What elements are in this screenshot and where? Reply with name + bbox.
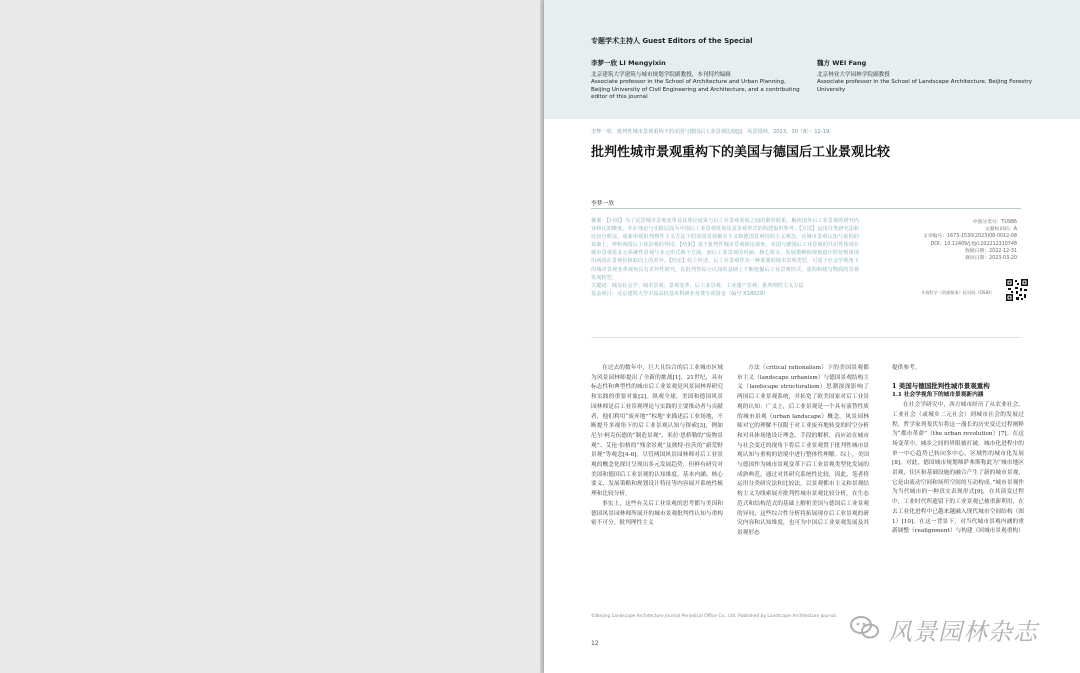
guest-editors-label: 专题学术主持人 Guest Editors of the Special [591,37,753,45]
editor-1-affiliation-cn: 北京建筑大学建筑与城市规划学院副教授，本刊特约编辑 [591,72,731,79]
paragraph: 在社会学研究中，西方城市经历了从农业社会、工业社会（或城乡二元社会）到城市社会的发展过程，哲学家列斐伏尔将这一漫长的历史变迁过程阐释为“都市革命”（the urban revolution）[7]。在这场变革中，城乡之间的界限被打破，城市化进程中的单一中心趋势已转向多中心、区域性的城市化发展[8]。对此，德国城市规划师萨弗斯称此为“城市地区景观，住区和基础设施的融合产生了新的城市景观，它是由流动空间和场所空间的互动构成。”城市景观作为当代城市的一种真实表现形式[9]，在其演变过程中，工业时代所遗留下的工业景观已被重新利用，在去工业化进程中已越来越融入现代城市空间结构（图1）[10]。在这一背景下，对当代城市景观内涵的重新调整（realignment）与构建（回城市景观重构） [892,402,1024,535]
body-column-1 [591,364,723,529]
paragraph: 方法（critical rationalism）下的美国景观都市主义（landscape urbanism）与德国景观结构主义（landscape structuralism）思潮深深影响了两国后工业景观系统，并拓宽了欧美国家对后工业景观的认知：广义上，后工业景观是一个具有演替性质的城市景观（urban landscape）概念。风景园林师对它的理解不仅限于对工业废弃地转变的时空分析和对具体场地设计理念、手段的解析，而应站在城市与社会变迁的视角下将后工业景观置于批判性城市景观认知与重构的语境中进行整体性理解。综上，美国与德国作为城市景观变革下后工业景观类型化发展的成熟典范，通过对其研究系统性比较，因此，笔者将运用分类研究法和比较法，以景观都市主义和景观结构主义为线索展开批判性城市景观比较分析，在生态范式和结构范式的基础上解析美国与德国后工业景观的异同，这些综合性分析将拓展现存后工业景观的研究内容和认知维度，也可为中国后工业景观发展及其景观形态 [737,365,869,536]
wechat-watermark [850,612,1038,647]
guest-editor-2 [817,60,1037,94]
meta-article-no: 文章编号：1673-1530(2023)08-0012-08 [923,234,1017,240]
journal-page [544,0,1080,673]
editor-2-affiliation-en: Associate professor in the School of Landscape Architecture, Beijing Forestry University [817,79,1033,93]
editor-1-affiliation-en: Associate professor in the School of Architecture and Urban Planning, Beijing University of Civil Engineering and Architecture, and a contributing editor of this journal [591,79,800,100]
keywords: 关键词：城市社会学；城市景观；景观变革；后工业景观；工业遗产景观；批判理性主义方法 [591,282,804,289]
article-title: 批判性城市景观重构下的美国与德国后工业景观比较 [591,145,891,160]
wechat-logo-icon [850,615,880,645]
divider [591,208,1021,209]
osid-label: 开放科学（资源服务）标识码（OSID） [921,290,995,295]
fund-info: 基金项目：北京建筑大学市属高校基本科研业务费专项资金（编号 X18029） [591,290,769,297]
editor-2-name: 魏方 WEI Fang [817,59,867,67]
abstract-text: 摘要：【目的】为了反思城市景观变革及其理论成果与后工业景观发展之间的紧密联系，解读国外后工业景观的研究内容和认知维度，并在理论与实践层面为中国后工业景观发展及其景观形式的构建提供参考。【方法】运用分类研究法和比较分析法，重新审视批判理性主义方法下的美国景观都市主义和德国景观结构主义观念，在城市景观认知与重构的基础上，辨析两国后工业景观的异同。【结果】基于批判性城市景观理论视角，美国与德国后工业景观的共识性体现在城市景观是多元系统性景观与多元形式两个方面，而后工业景观的内涵、核心要义、发展策略和规划设计特征则体现出两国在景观价值取向上的差异。【结论】综上所述，后工业景观作为一种重要的城市景观类型，可基于社会学视角下的城市景观变革视角具有差异性研究，在批判性综合认知的基础上不断挖掘后工业景观形式，重构和续写物质的景观发展转型。 [591,218,859,281]
subsection-heading: 1.1 社会学视角下的城市景观新内涵 [892,392,984,399]
paragraph: 提供参考。 [892,365,921,371]
abstract-block [591,217,859,298]
meta-clc: 中图分类号：TU986 [972,220,1017,225]
article-author: 李梦一欣 [591,201,615,207]
article-citation: 李梦一欣．批判性城市景观重构下的美国与德国后工业景观比较[J]．风景园林，2023，30（8）：12-19. [591,129,831,135]
editor-2-affiliation-cn: 北京林业大学园林学院副教授 [817,72,890,79]
guest-editor-1 [591,60,806,101]
article-metadata [921,219,1017,262]
watermark-text: 风景园林杂志 [888,618,1038,646]
section-divider [591,337,1021,338]
qr-code-icon [1005,278,1029,302]
body-column-2 [737,364,869,539]
paragraph: 事实上，这些有关后工业景观的思考都与美国和德国风景园林师所展开的城市景观批判性认知与重构密不可分。批判理性主义 [591,500,723,527]
editor-1-name: 李梦一欣 LI Mengyixin [591,59,666,67]
paragraph: 在过去的数年中，巨大且综合的后工业城市区域为风景园林师提出了全新的挑战[1]。21世纪，具有标志性和典型性的城市后工业景观是风景园林界研究和实践的重要对象[2]。纵观全球，美国和德国风景园林师是后工业景观理论与实践的主要推动者与贡献者，他们利用“废弃地”“棕地”来描述后工业场地，不断提升多视角下的后工业景观认知与探索[3]，例如尼尔·柯克伍德的“制造景观”、米拉·思桥勒的“废物景观”、艾伦·伯格的“残余景观”及彼特·拉茨的“新荒野景观”等观念[4-6]。尽管两国风景园林师对后工业景观的概念化探讨呈现出多元发展趋势，但鲜有研究对美国和德国后工业景观的认知维度、基本内涵、核心要义、发展策略和规划设计特征等内容展开系统性梳理和比较分析。 [591,365,723,498]
meta-doc-code: 文献标识码：A [984,227,1017,233]
copyright-footer: ©Beijing Landscape Architecture Journal Periodical Office Co., Ltd. Published by Landscape Architecture Journal. [591,614,838,619]
section-heading: 1 美国与德国批判性城市景观重构 [892,381,990,390]
meta-received: 收稿日期：2022-12-31 [965,248,1017,254]
body-column-3 [892,364,1024,537]
meta-revised: 修回日期：2023-03-20 [965,256,1017,262]
page-number: 12 [591,640,599,647]
meta-doi: DOI：10.12409/j.fjyl.202212310748 [930,241,1017,247]
